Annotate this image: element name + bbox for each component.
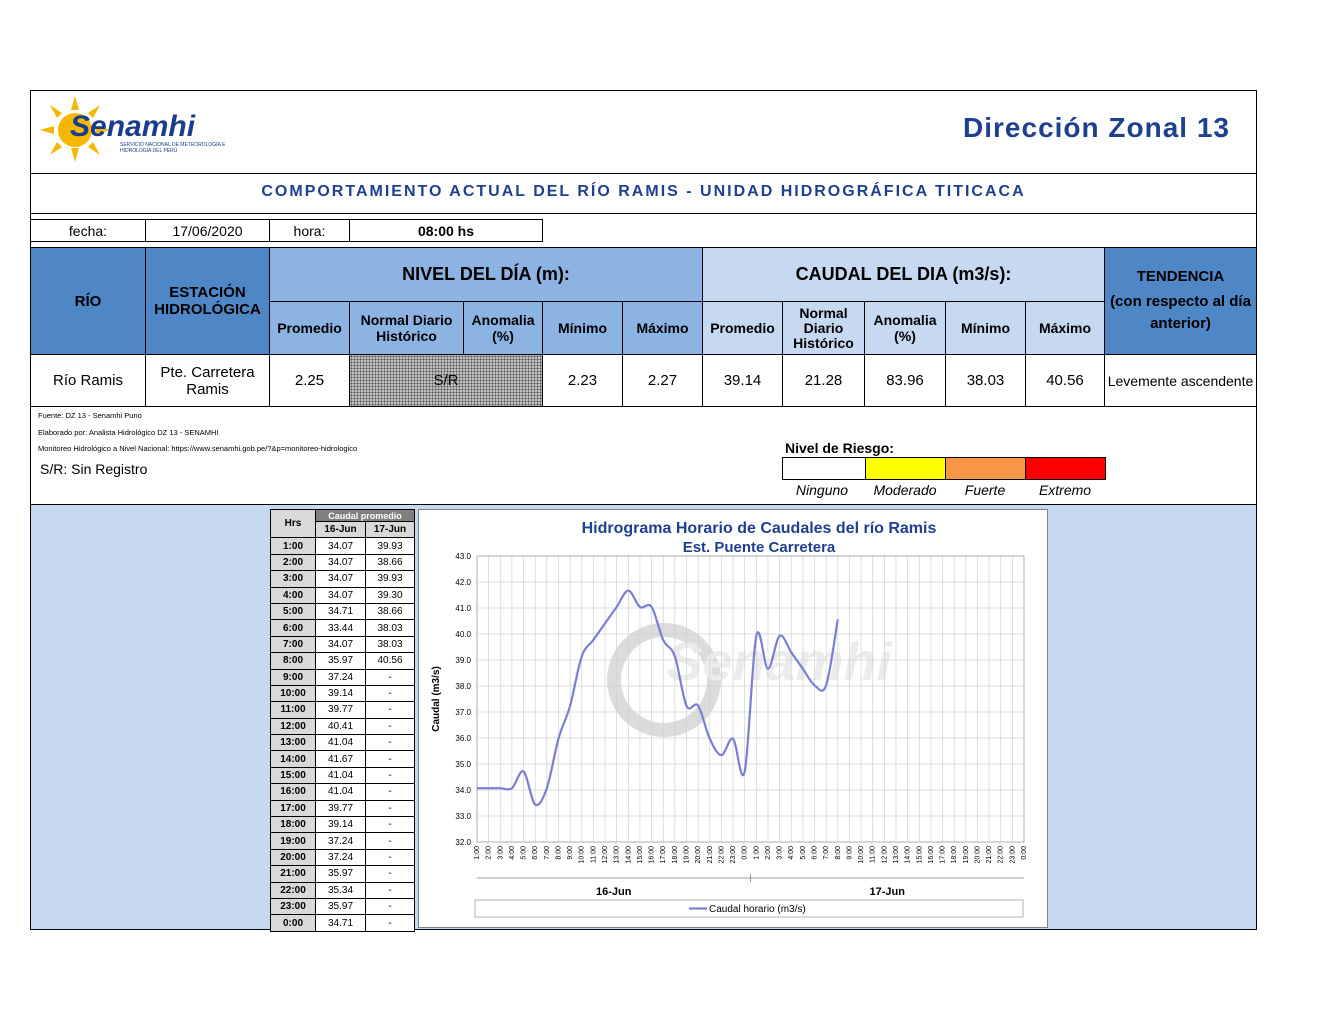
x-tick-label: 19:00 — [962, 846, 970, 864]
tendencia-value: Levemente ascendente — [1104, 354, 1257, 407]
x-tick-label: 4:00 — [788, 846, 796, 860]
day2-value: 38.66 — [366, 603, 415, 619]
hour-cell: 1:00 — [271, 538, 316, 554]
hour-cell: 17:00 — [271, 800, 316, 816]
caudal-promedio-value: 39.14 — [702, 354, 783, 407]
risk-strong-label: Fuerte — [964, 482, 1006, 498]
hour-cell: 11:00 — [271, 702, 316, 718]
table-row — [271, 849, 415, 865]
x-tick-label: 10:00 — [578, 846, 586, 864]
x-tick-label: 2:00 — [485, 846, 493, 860]
day2-value: - — [366, 751, 415, 767]
x-tick-label: 17:00 — [660, 846, 668, 864]
x-tick-label: 3:00 — [497, 846, 505, 860]
x-tick-label: 15:00 — [636, 846, 644, 864]
x-tick-label: 7:00 — [543, 846, 551, 860]
day2-value: 39.93 — [366, 571, 415, 587]
x-tick-label: 16:00 — [927, 846, 935, 864]
hrs-header: Hrs — [271, 510, 316, 538]
chart-subtitle: Est. Puente Carretera — [682, 539, 836, 556]
nivel-title: NIVEL DEL DÍA (m): — [269, 247, 703, 302]
table-row — [271, 718, 415, 734]
hour-cell: 3:00 — [271, 571, 316, 587]
hora-value: 08:00 hs — [349, 219, 543, 242]
col-estacion: ESTACIÓN HIDROLÓGICA — [145, 247, 270, 355]
note-monitoreo: Monitoreo Hidrológico a Nivel Nacional: https://www.senamhi.gob.pe/?&p=monitoreo-hidrologico — [38, 444, 358, 453]
hour-cell: 20:00 — [271, 849, 316, 865]
y-tick-label: 42.0 — [455, 578, 471, 587]
table-row — [271, 603, 415, 619]
table-row — [271, 817, 415, 833]
table-row — [271, 784, 415, 800]
day1-value: 39.77 — [316, 702, 366, 718]
nivel-maximo-header: Máximo — [622, 301, 703, 355]
day1-value: 35.34 — [316, 882, 366, 898]
x-tick-label: 18:00 — [671, 846, 679, 864]
risk-extreme-label: Extremo — [1038, 482, 1092, 498]
x-tick-label: 8:00 — [834, 846, 842, 860]
table-row — [271, 620, 415, 636]
caudal-title: CAUDAL DEL DIA (m3/s): — [702, 247, 1105, 302]
day1-value: 41.04 — [316, 735, 366, 751]
y-tick-label: 39.0 — [455, 656, 471, 665]
nivel-normal-header: Normal Diario Histórico — [349, 301, 464, 355]
x-tick-label: 1:00 — [753, 846, 761, 860]
report-banner: COMPORTAMIENTO ACTUAL DEL RÍO RAMIS - UNIDAD HIDROGRÁFICA TITICACA — [261, 183, 1026, 200]
hour-cell: 16:00 — [271, 784, 316, 800]
day1-value: 34.71 — [316, 603, 366, 619]
table-row — [271, 800, 415, 816]
table-row — [271, 587, 415, 603]
x-tick-label: 19:00 — [683, 846, 691, 864]
divider — [30, 213, 1257, 214]
y-tick-label: 40.0 — [455, 630, 471, 639]
hour-cell: 23:00 — [271, 898, 316, 914]
day2-value: - — [366, 817, 415, 833]
day-label: 17-Jun — [869, 886, 905, 898]
table-row — [271, 866, 415, 882]
x-tick-label: 20:00 — [974, 846, 982, 864]
x-tick-label: 9:00 — [567, 846, 575, 860]
x-tick-label: 23:00 — [730, 846, 738, 864]
table-row — [271, 915, 415, 931]
x-tick-label: 13:00 — [892, 846, 900, 864]
nivel-minimo-value: 2.23 — [542, 354, 623, 407]
x-tick-label: 5:00 — [520, 846, 528, 860]
y-tick-label: 32.0 — [455, 838, 471, 847]
x-tick-label: 20:00 — [695, 846, 703, 864]
hour-cell: 6:00 — [271, 620, 316, 636]
day1-value: 41.04 — [316, 767, 366, 783]
risk-extreme-swatch — [1025, 457, 1106, 480]
day1-value: 35.97 — [316, 653, 366, 669]
caudal-promedio-header: Promedio — [702, 301, 783, 355]
table-row — [271, 538, 415, 554]
day1-value: 34.07 — [316, 636, 366, 652]
x-tick-label: 3:00 — [776, 846, 784, 860]
chart-title: Hidrograma Horario de Caudales del río Ramis — [581, 520, 937, 537]
y-axis-label: Caudal (m3/s) — [431, 666, 442, 732]
x-tick-label: 23:00 — [1009, 846, 1017, 864]
day2-value: 39.30 — [366, 587, 415, 603]
risk-strong-swatch — [945, 457, 1026, 480]
x-tick-label: 13:00 — [613, 846, 621, 864]
table-row — [271, 735, 415, 751]
day1-value: 40.41 — [316, 718, 366, 734]
x-tick-label: 2:00 — [764, 846, 772, 860]
table-row — [271, 833, 415, 849]
caudal-minimo-header: Mínimo — [945, 301, 1026, 355]
x-tick-label: 9:00 — [846, 846, 854, 860]
table-row — [271, 898, 415, 914]
y-tick-label: 38.0 — [455, 682, 471, 691]
hour-cell: 4:00 — [271, 587, 316, 603]
x-tick-label: 22:00 — [997, 846, 1005, 864]
chart-svg — [419, 510, 1049, 929]
x-tick-label: 12:00 — [602, 846, 610, 864]
table-row — [271, 685, 415, 701]
hour-cell: 13:00 — [271, 735, 316, 751]
day2-value: - — [366, 866, 415, 882]
day2-value: 38.66 — [366, 554, 415, 570]
x-tick-label: 15:00 — [916, 846, 924, 864]
day-label: 16-Jun — [596, 886, 632, 898]
day1-value: 37.24 — [316, 849, 366, 865]
nivel-anomalia-header: Anomalia (%) — [463, 301, 543, 355]
day2-value: - — [366, 718, 415, 734]
day2-value: - — [366, 915, 415, 931]
note-elaborado: Elaborado por: Analista Hidrológico DZ 13 - SENAMHI — [38, 428, 219, 437]
hora-label: hora: — [269, 219, 350, 242]
hour-cell: 15:00 — [271, 767, 316, 783]
caudal-maximo-value: 40.56 — [1025, 354, 1105, 407]
col-rio: RÍO — [30, 247, 146, 355]
day1-value: 41.04 — [316, 784, 366, 800]
x-tick-label: 6:00 — [532, 846, 540, 860]
day2-value: - — [366, 735, 415, 751]
note-fuente: Fuente: DZ 13 - Senamhi Puno — [38, 411, 142, 420]
caudal-anomalia-header: Anomalia (%) — [864, 301, 946, 355]
nivel-minimo-header: Mínimo — [542, 301, 623, 355]
x-tick-label: 21:00 — [706, 846, 714, 864]
day1-value: 33.44 — [316, 620, 366, 636]
nivel-normal-anomalia-value: S/R — [349, 354, 543, 407]
hydrograph-chart — [418, 509, 1048, 928]
table-row — [271, 554, 415, 570]
day2-value: - — [366, 849, 415, 865]
page-title: Dirección Zonal 13 — [963, 112, 1230, 143]
y-tick-label: 41.0 — [455, 604, 471, 613]
senamhi-logo — [40, 96, 235, 162]
table-row — [271, 882, 415, 898]
x-tick-label: 0:00 — [1021, 846, 1028, 860]
x-tick-label: 12:00 — [881, 846, 889, 864]
day1-value: 39.14 — [316, 685, 366, 701]
risk-moderate-label: Moderado — [873, 482, 937, 498]
x-tick-label: 7:00 — [823, 846, 831, 860]
day2-value: 39.93 — [366, 538, 415, 554]
logo-text: Senamhi — [70, 110, 196, 143]
day2-value: - — [366, 767, 415, 783]
day1-value: 37.24 — [316, 669, 366, 685]
nivel-promedio-value: 2.25 — [269, 354, 350, 407]
day2-value: - — [366, 784, 415, 800]
watermark-text: Senamhi — [666, 632, 892, 692]
caudal-anomalia-value: 83.96 — [864, 354, 946, 407]
table-row — [271, 636, 415, 652]
day1-value: 41.67 — [316, 751, 366, 767]
y-tick-label: 33.0 — [455, 812, 471, 821]
hour-cell: 12:00 — [271, 718, 316, 734]
day2-value: - — [366, 882, 415, 898]
hour-cell: 7:00 — [271, 636, 316, 652]
legend-label: Caudal horario (m3/s) — [709, 904, 806, 915]
hourly-table — [270, 509, 415, 932]
x-tick-label: 22:00 — [718, 846, 726, 864]
day2-value: - — [366, 800, 415, 816]
hour-cell: 0:00 — [271, 915, 316, 931]
day2-value: - — [366, 702, 415, 718]
table-row — [271, 653, 415, 669]
day1-value: 34.71 — [316, 915, 366, 931]
caudal-promedio-group-header: Caudal promedio — [316, 510, 415, 522]
table-row — [271, 669, 415, 685]
day1-value: 35.97 — [316, 866, 366, 882]
table-row — [271, 751, 415, 767]
caudal-normal-value: 21.28 — [782, 354, 865, 407]
y-tick-label: 36.0 — [455, 734, 471, 743]
caudal-normal-header: Normal Diario Histórico — [782, 301, 865, 355]
table-row — [271, 702, 415, 718]
note-sr: S/R: Sin Registro — [40, 461, 148, 477]
tendencia-title: TENDENCIA — [1136, 267, 1225, 285]
x-tick-label: 8:00 — [555, 846, 563, 860]
logo-subtitle: SERVICIO NACIONAL DE METEOROLOGÍA E HIDROLOGÍA DEL PERÚ — [120, 142, 226, 154]
row-estacion: Pte. Carretera Ramis — [145, 354, 270, 407]
day2-value: - — [366, 833, 415, 849]
x-tick-label: 14:00 — [625, 846, 633, 864]
y-tick-label: 34.0 — [455, 786, 471, 795]
hour-cell: 14:00 — [271, 751, 316, 767]
caudal-maximo-header: Máximo — [1025, 301, 1105, 355]
day1-value: 39.14 — [316, 817, 366, 833]
y-tick-label: 43.0 — [455, 552, 471, 561]
x-tick-label: 4:00 — [508, 846, 516, 860]
x-tick-label: 11:00 — [590, 846, 598, 863]
hour-cell: 19:00 — [271, 833, 316, 849]
hour-cell: 21:00 — [271, 866, 316, 882]
col-tendencia — [1104, 247, 1257, 355]
day2-value: - — [366, 669, 415, 685]
risk-none-label: Ninguno — [795, 482, 849, 498]
risk-none-swatch — [782, 457, 866, 480]
day1-value: 39.77 — [316, 800, 366, 816]
x-tick-label: 21:00 — [986, 846, 994, 864]
hour-cell: 18:00 — [271, 817, 316, 833]
hour-cell: 10:00 — [271, 685, 316, 701]
series-line — [477, 591, 838, 806]
nivel-maximo-value: 2.27 — [622, 354, 703, 407]
hour-cell: 5:00 — [271, 603, 316, 619]
row-rio: Río Ramis — [30, 354, 146, 407]
hour-cell: 9:00 — [271, 669, 316, 685]
table-row — [271, 767, 415, 783]
y-tick-label: 37.0 — [455, 708, 471, 717]
x-tick-label: 0:00 — [741, 846, 749, 860]
fecha-value: 17/06/2020 — [145, 219, 270, 242]
x-tick-label: 6:00 — [811, 846, 819, 860]
day1-value: 34.07 — [316, 571, 366, 587]
hour-cell: 2:00 — [271, 554, 316, 570]
day1-value: 34.07 — [316, 538, 366, 554]
y-tick-label: 35.0 — [455, 760, 471, 769]
day2-value: 38.03 — [366, 620, 415, 636]
fecha-label: fecha: — [30, 219, 146, 242]
caudal-minimo-value: 38.03 — [945, 354, 1026, 407]
day2-header: 17-Jun — [366, 522, 415, 538]
hour-cell: 22:00 — [271, 882, 316, 898]
hour-cell: 8:00 — [271, 653, 316, 669]
x-tick-label: 10:00 — [858, 846, 866, 864]
day2-value: 38.03 — [366, 636, 415, 652]
day2-value: - — [366, 898, 415, 914]
divider — [30, 173, 1257, 174]
tendencia-sub: (con respecto al día anterior) — [1110, 292, 1251, 332]
nivel-promedio-header: Promedio — [269, 301, 350, 355]
day1-value: 34.07 — [316, 554, 366, 570]
x-tick-label: 17:00 — [939, 846, 947, 864]
x-tick-label: 16:00 — [648, 846, 656, 864]
risk-moderate-swatch — [865, 457, 946, 480]
x-tick-label: 1:00 — [474, 846, 481, 860]
day1-value: 37.24 — [316, 833, 366, 849]
risk-title: Nivel de Riesgo: — [785, 440, 894, 456]
x-tick-label: 14:00 — [904, 846, 912, 864]
day2-value: - — [366, 685, 415, 701]
table-row — [271, 571, 415, 587]
day1-value: 35.97 — [316, 898, 366, 914]
x-tick-label: 11:00 — [869, 846, 877, 863]
x-tick-label: 18:00 — [951, 846, 959, 864]
day2-value: 40.56 — [366, 653, 415, 669]
x-tick-label: 5:00 — [799, 846, 807, 860]
day1-header: 16-Jun — [316, 522, 366, 538]
day1-value: 34.07 — [316, 587, 366, 603]
